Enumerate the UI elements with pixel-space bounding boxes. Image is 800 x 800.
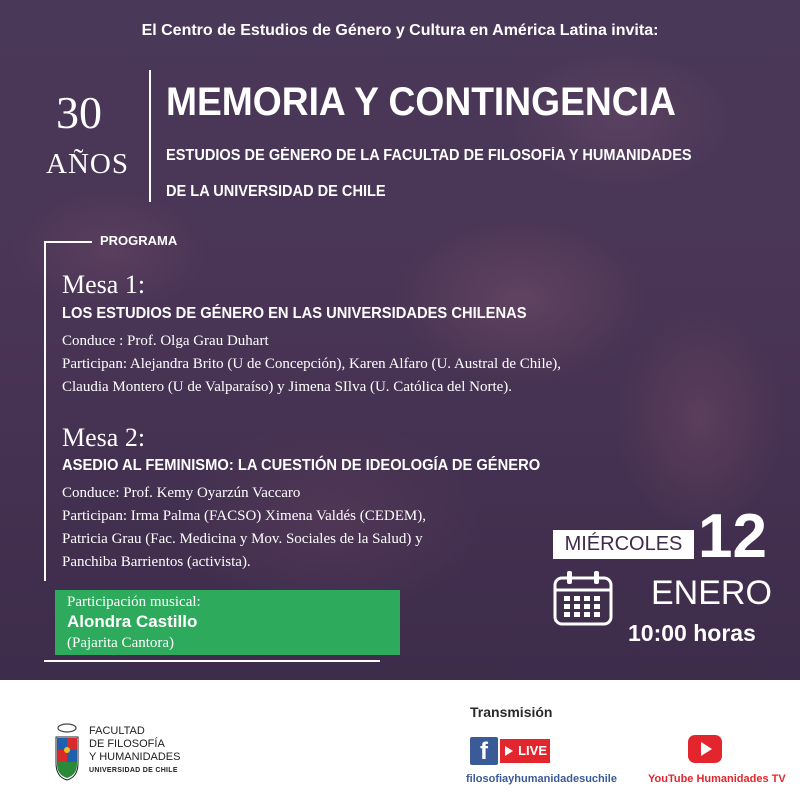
live-badge[interactable]: LIVE [500,739,550,763]
subtitle-line-1: ESTUDIOS DE GÉNERO DE LA FACULTAD DE FILOSOFÍA Y HUMANIDADES [166,147,692,164]
program-frame-bottom [44,660,380,662]
facebook-icon[interactable]: f [470,737,498,765]
mesa2-participan-1: Participan: Irma Palma (FACSO) Ximena Valdés (CEDEM), [62,508,426,524]
anniversary-number: 30 [56,87,102,138]
musical-artist: Alondra Castillo [67,612,198,631]
event-month: ENERO [651,574,772,612]
mesa2-details [62,482,426,574]
musical-label: Participación musical: [67,594,201,610]
event-weekday: MIÉRCOLES [553,530,694,559]
youtube-channel[interactable]: YouTube Humanidades TV [648,773,786,785]
mesa2-heading: Mesa 2: [62,423,146,452]
mesa1-details [62,330,561,399]
faculty-logo-text [89,725,180,777]
musical-alias: (Pajarita Cantora) [67,635,175,651]
program-frame-left [44,241,46,581]
subtitle-line-2: DE LA UNIVERSIDAD DE CHILE [166,183,386,200]
logo-line-4: UNIVERSIDAD DE CHILE [89,767,178,774]
calendar-icon [553,570,613,626]
logo-line-1: FACULTAD [89,725,145,737]
musical-participation-box [55,590,400,655]
program-frame-top [44,241,92,243]
mesa1-heading: Mesa 1: [62,270,146,299]
mesa2-conduce: Conduce: Prof. Kemy Oyarzún Vaccaro [62,485,301,501]
youtube-icon[interactable] [688,733,722,765]
mesa1-participan-1: Participan: Alejandra Brito (U de Concepción), Karen Alfaro (U. Austral de Chile), [62,356,562,372]
anniversary-word: AÑOS [46,148,129,180]
invite-line: El Centro de Estudios de Género y Cultura en América Latina invita: [141,22,659,39]
logo-line-2: DE FILOSOFÍA [89,738,165,750]
mesa1-participan-2: Claudia Montero (U de Valparaíso) y Jimena SIlva (U. Católica del Norte). [62,379,513,395]
facebook-handle[interactable]: filosofiayhumanidadesuchile [466,773,617,785]
program-label: PROGRAMA [100,233,178,248]
mesa2-topic: ASEDIO AL FEMINISMO: LA CUESTIÓN DE IDEOLOGÍA DE GÉNERO [62,457,541,474]
university-crest-icon [52,723,82,781]
event-title: MEMORIA Y CONTINGENCIA [166,80,676,124]
event-subtitle [166,138,692,210]
live-icon [505,746,513,756]
event-time: 10:00 horas [628,620,756,646]
mesa1-topic: LOS ESTUDIOS DE GÉNERO EN LAS UNIVERSIDADES CHILENAS [62,305,527,322]
footer [0,680,800,800]
mesa2-participan-3: Panchiba Barrientos (activista). [62,554,251,570]
transmission-label: Transmisión [470,704,553,720]
title-divider [149,70,151,202]
mesa2-participan-2: Patricia Grau (Fac. Medicina y Mov. Sociales de la Salud) y [62,531,423,547]
mesa1-conduce: Conduce : Prof. Olga Grau Duhart [62,333,269,349]
logo-line-3: Y HUMANIDADES [89,751,181,763]
event-day: 12 [698,502,767,571]
